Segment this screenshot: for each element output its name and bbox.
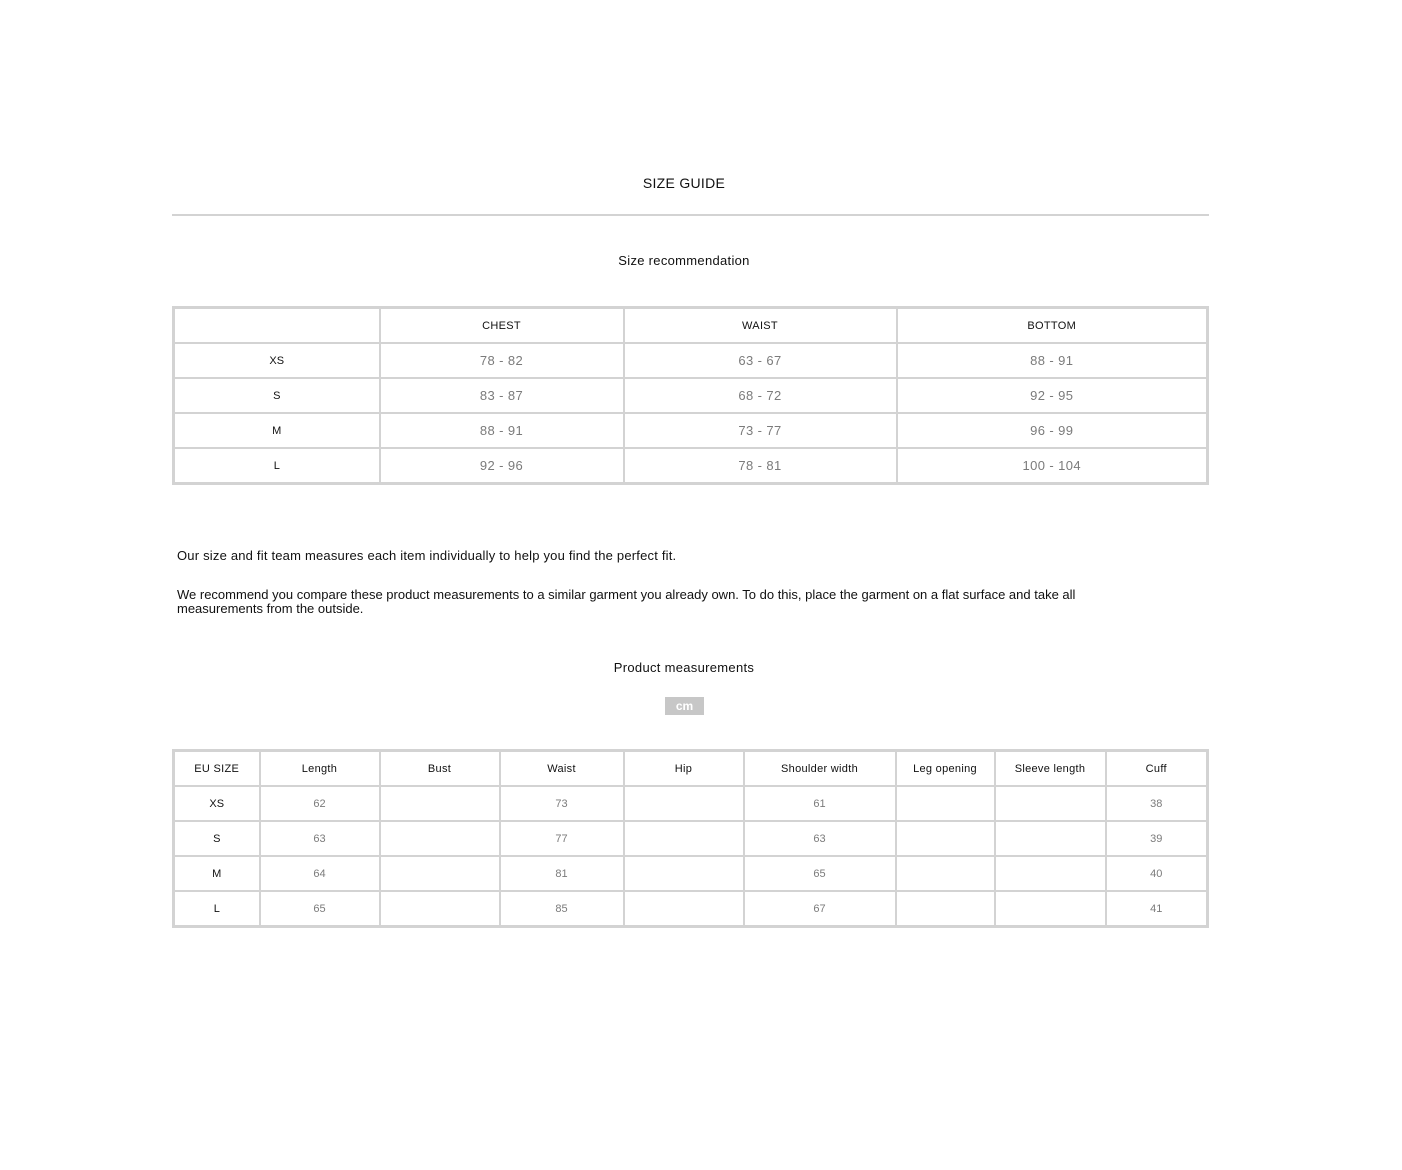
- column-header-waist: Waist: [500, 751, 624, 787]
- shoulder-width-value: 65: [744, 856, 896, 891]
- bust-value: [380, 891, 500, 927]
- cuff-value: 38: [1106, 786, 1208, 821]
- chest-value: 78 - 82: [380, 343, 624, 378]
- product-measurements-table: [172, 749, 1209, 928]
- column-header-cuff: Cuff: [1106, 751, 1208, 787]
- table-row: [174, 821, 1208, 856]
- size-label: S: [174, 378, 380, 413]
- table-row: [174, 413, 1208, 448]
- column-header-hip: Hip: [624, 751, 744, 787]
- leg-opening-value: [896, 786, 995, 821]
- column-header-size: [174, 308, 380, 344]
- sleeve-length-value: [995, 856, 1106, 891]
- column-header-length: Length: [260, 751, 380, 787]
- bottom-value: 100 - 104: [897, 448, 1208, 484]
- waist-value: 63 - 67: [624, 343, 897, 378]
- table-row: [174, 448, 1208, 484]
- bust-value: [380, 856, 500, 891]
- measurement-instructions-paragraph: We recommend you compare these product measurements to a similar garment you already own. To do this, place the garment on a flat surface and take all measurements from the outside.: [177, 587, 1076, 616]
- bust-value: [380, 786, 500, 821]
- column-header-waist: WAIST: [624, 308, 897, 344]
- cuff-value: 40: [1106, 856, 1208, 891]
- length-value: 62: [260, 786, 380, 821]
- size-label: XS: [174, 343, 380, 378]
- waist-value: 73: [500, 786, 624, 821]
- chest-value: 83 - 87: [380, 378, 624, 413]
- length-value: 63: [260, 821, 380, 856]
- bottom-value: 92 - 95: [897, 378, 1208, 413]
- hip-value: [624, 786, 744, 821]
- length-value: 64: [260, 856, 380, 891]
- column-header-sleeve-length: Sleeve length: [995, 751, 1106, 787]
- size-label: XS: [174, 786, 260, 821]
- shoulder-width-value: 63: [744, 821, 896, 856]
- size-label: M: [174, 856, 260, 891]
- page-title: SIZE GUIDE: [642, 175, 726, 191]
- column-header-bust: Bust: [380, 751, 500, 787]
- shoulder-width-value: 67: [744, 891, 896, 927]
- waist-value: 73 - 77: [624, 413, 897, 448]
- chest-value: 92 - 96: [380, 448, 624, 484]
- hip-value: [624, 856, 744, 891]
- size-label: L: [174, 448, 380, 484]
- size-recommendation-heading: Size recommendation: [618, 253, 750, 268]
- bottom-value: 88 - 91: [897, 343, 1208, 378]
- table-header-row: [174, 751, 1208, 787]
- column-header-chest: CHEST: [380, 308, 624, 344]
- cuff-value: 41: [1106, 891, 1208, 927]
- bottom-value: 96 - 99: [897, 413, 1208, 448]
- waist-value: 78 - 81: [624, 448, 897, 484]
- table-row: [174, 378, 1208, 413]
- table-row: [174, 891, 1208, 927]
- leg-opening-value: [896, 856, 995, 891]
- title-divider: [172, 214, 1209, 216]
- table-row: [174, 786, 1208, 821]
- column-header-leg-opening: Leg opening: [896, 751, 995, 787]
- shoulder-width-value: 61: [744, 786, 896, 821]
- waist-value: 68 - 72: [624, 378, 897, 413]
- table-row: [174, 856, 1208, 891]
- sleeve-length-value: [995, 891, 1106, 927]
- waist-value: 85: [500, 891, 624, 927]
- table-row: [174, 343, 1208, 378]
- product-measurements-heading: Product measurements: [613, 660, 755, 675]
- size-recommendation-table: [172, 306, 1209, 485]
- chest-value: 88 - 91: [380, 413, 624, 448]
- column-header-eu-size: EU SIZE: [174, 751, 260, 787]
- column-header-bottom: BOTTOM: [897, 308, 1208, 344]
- hip-value: [624, 821, 744, 856]
- sleeve-length-value: [995, 821, 1106, 856]
- waist-value: 77: [500, 821, 624, 856]
- leg-opening-value: [896, 891, 995, 927]
- size-label: S: [174, 821, 260, 856]
- sleeve-length-value: [995, 786, 1106, 821]
- fit-team-paragraph: Our size and fit team measures each item individually to help you find the perfect fit.: [177, 548, 677, 563]
- size-label: M: [174, 413, 380, 448]
- cuff-value: 39: [1106, 821, 1208, 856]
- column-header-shoulder-width: Shoulder width: [744, 751, 896, 787]
- leg-opening-value: [896, 821, 995, 856]
- hip-value: [624, 891, 744, 927]
- length-value: 65: [260, 891, 380, 927]
- size-label: L: [174, 891, 260, 927]
- waist-value: 81: [500, 856, 624, 891]
- table-header-row: [174, 308, 1208, 344]
- unit-cm-button[interactable]: cm: [665, 697, 704, 715]
- bust-value: [380, 821, 500, 856]
